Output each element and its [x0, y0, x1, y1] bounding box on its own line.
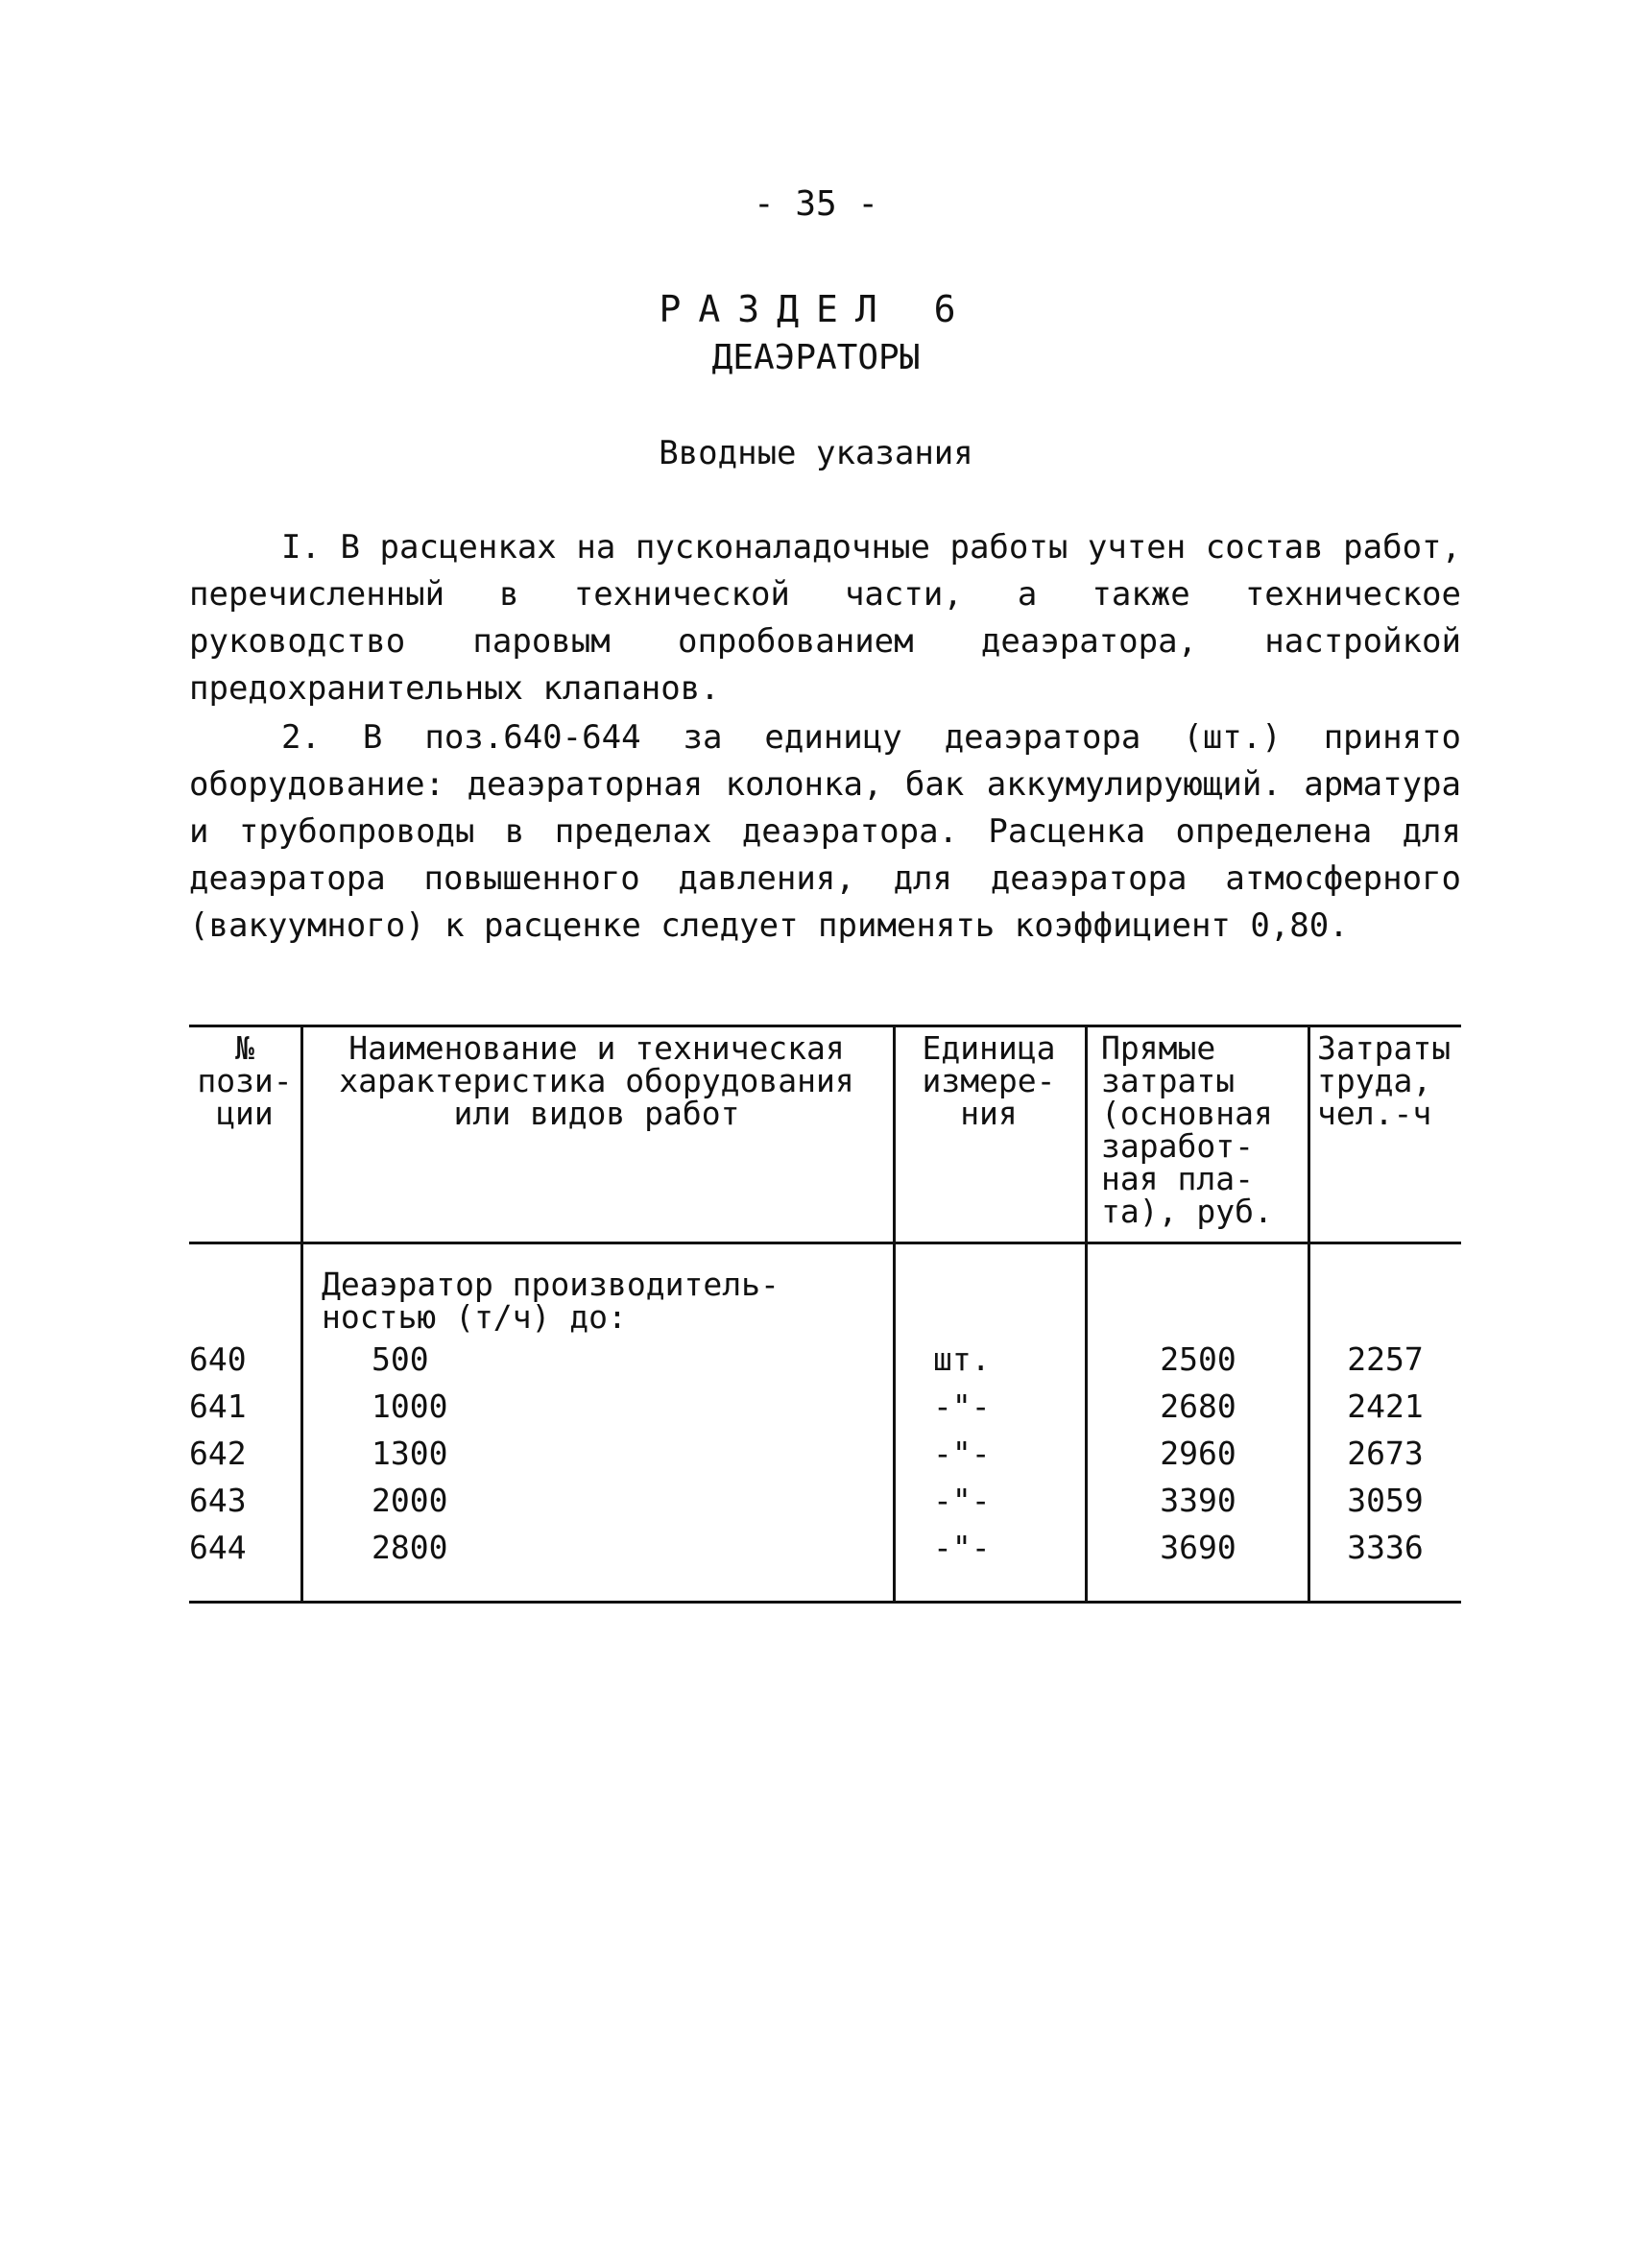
cell-cost: 2960: [1160, 1435, 1236, 1472]
cell-unit: -"-: [933, 1482, 991, 1519]
table-row: [189, 1340, 1461, 1390]
cell-position: 642: [189, 1435, 247, 1472]
cell-labor: 3336: [1347, 1529, 1424, 1566]
group-label: Деаэратор производитель- ностью (т/ч) до:: [322, 1266, 780, 1336]
cell-position: 643: [189, 1482, 247, 1519]
table-row: [189, 1529, 1461, 1579]
cell-position: 644: [189, 1529, 247, 1566]
cell-capacity: 2000: [372, 1482, 448, 1519]
price-table: [189, 1025, 1461, 1604]
cell-labor: 2673: [1347, 1435, 1424, 1472]
header-labor: Затраты труда, чел.-ч: [1317, 1029, 1452, 1132]
table-top-rule: [189, 1025, 1461, 1027]
cell-labor: 3059: [1347, 1482, 1424, 1519]
header-unit: Единица измере- ния: [922, 1029, 1056, 1132]
section-subtitle: ДЕАЭРАТОРЫ: [711, 338, 921, 377]
cell-unit: шт.: [933, 1340, 991, 1378]
cell-unit: -"-: [933, 1387, 991, 1425]
cell-capacity: 500: [372, 1340, 429, 1378]
header-position: № пози- ции: [197, 1029, 293, 1132]
section-title: РАЗДЕЛ 6: [659, 288, 973, 330]
cell-unit: -"-: [933, 1435, 991, 1472]
cell-capacity: 1300: [372, 1435, 448, 1472]
cell-position: 640: [189, 1340, 247, 1378]
cell-capacity: 2800: [372, 1529, 448, 1566]
cell-cost: 2500: [1160, 1340, 1236, 1378]
table-row: [189, 1387, 1461, 1437]
paragraph-1: I. В расценках на пусконаладочные работы учтен состав работ, перечисленный в технической части, а также техническое руководство паровым опробованием деаэратора, настройкой предохранительных клапанов.: [189, 528, 1461, 708]
table-row: [189, 1437, 1461, 1484]
header-direct-costs: Прямые затраты (основная заработ- ная пла- та), руб.: [1101, 1029, 1273, 1230]
table-row: [189, 1484, 1461, 1532]
table-header-rule: [189, 1242, 1461, 1244]
cell-cost: 2680: [1160, 1387, 1236, 1425]
cell-cost: 3390: [1160, 1482, 1236, 1519]
header-name: Наименование и техническая характеристика оборудования или видов работ: [339, 1029, 854, 1132]
cell-capacity: 1000: [372, 1387, 448, 1425]
cell-position: 641: [189, 1387, 247, 1425]
intro-heading: Вводные указания: [659, 434, 973, 472]
cell-labor: 2421: [1347, 1387, 1424, 1425]
table-bottom-rule: [189, 1601, 1461, 1604]
cell-cost: 3690: [1160, 1529, 1236, 1566]
cell-unit: -"-: [933, 1529, 991, 1566]
cell-labor: 2257: [1347, 1340, 1424, 1378]
paragraph-2: 2. В поз.640-644 за единицу деаэратора (шт.) принято оборудование: деаэраторная колонка, бак аккумулирующий. арматура и трубопроводы в пределах деаэратора. Расценка определена для деаэратора повышенного давления, для деаэратора атмосферного (вакуумного) к расценке следует применять коэффициент 0,80.: [189, 718, 1461, 945]
page-number: - 35 -: [753, 184, 879, 224]
